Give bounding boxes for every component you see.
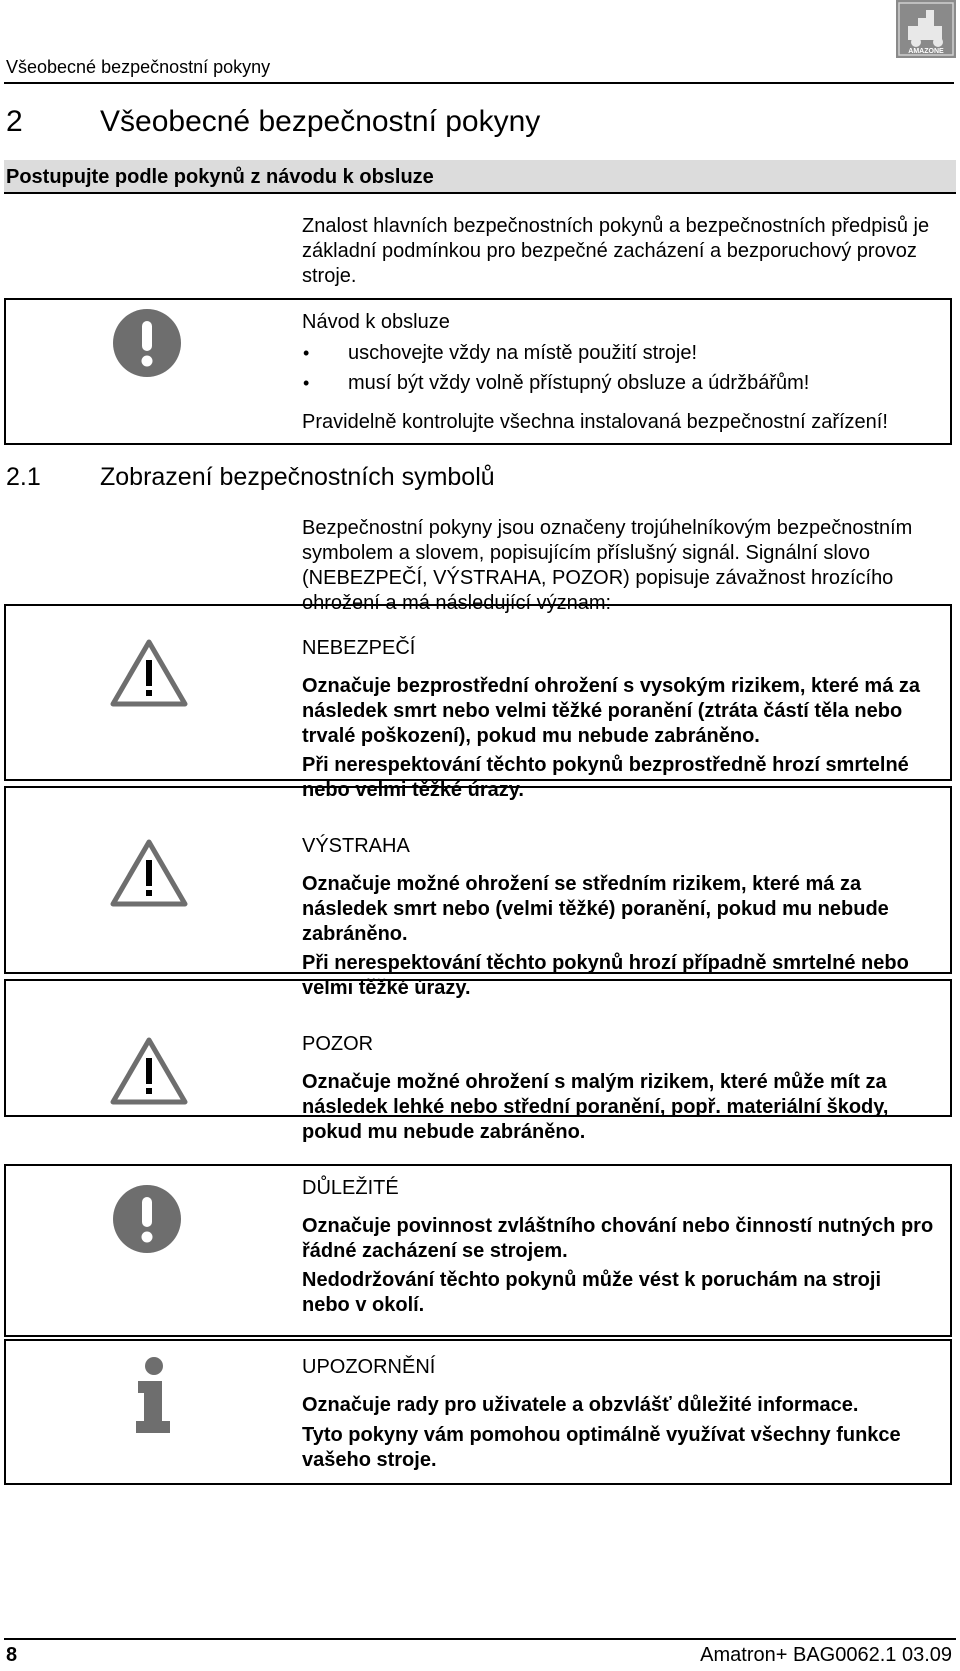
list-item: • uschovejte vždy na místě použití stroje!	[302, 341, 809, 371]
signal-word: NEBEZPEČÍ	[302, 637, 416, 659]
section-number: 2.1	[6, 463, 41, 491]
manual-notice-title: Návod k obsluze	[302, 311, 450, 333]
subheading: Postupujte podle pokynů z návodu k obsluze	[6, 166, 434, 188]
signal-consequence: Při nerespektování těchto pokynů bezprostředně hrozí smrtelné nebo velmi těžké úrazy.	[302, 754, 909, 801]
header-rule	[4, 82, 954, 84]
signal-consequence: Nedodržování těchto pokynů může vést k poruchám na stroji nebo v okolí.	[302, 1269, 881, 1316]
exclamation-circle-icon	[112, 1184, 182, 1259]
section-intro-paragraph: Bezpečnostní pokyny jsou označeny trojúhelníkovým bezpečnostním symbolem a slovem, popisujícím příslušný signál. Signální slovo (NEBEZPEČÍ, VÝSTRAHA, POZOR) popisuje závažnost hrozícího ohrožení a má následující význam:	[302, 517, 913, 614]
logo-wordmark: AMAZONE	[908, 48, 944, 55]
intro-paragraph: Znalost hlavních bezpečnostních pokynů a bezpečnostních předpisů je základní podmínkou pro bezpečné zacházení a bezporuchový provoz stroje.	[302, 215, 930, 287]
signal-consequence: Při nerespektování těchto pokynů hrozí případně smrtelné nebo velmi těžké úrazy.	[302, 952, 909, 999]
signal-word: VÝSTRAHA	[302, 835, 410, 857]
document-id: Amatron+ BAG0062.1 03.09	[700, 1644, 952, 1666]
section-heading	[6, 463, 495, 492]
subheading-rule	[4, 192, 956, 194]
warning-triangle-icon	[110, 838, 188, 913]
signal-consequence: Tyto pokyny vám pomohou optimálně využívat všechny funkce vašeho stroje.	[302, 1424, 901, 1471]
warning-triangle-icon	[110, 1036, 188, 1111]
signal-word: DŮLEŽITÉ	[302, 1177, 399, 1199]
page-number: 8	[6, 1644, 18, 1666]
signal-description: Označuje možné ohrožení se středním rizikem, které má za následek smrt nebo (velmi těžké) poranění, pokud mu nebude zabráněno.	[302, 873, 889, 945]
chapter-heading	[6, 105, 540, 139]
info-icon	[132, 1357, 176, 1438]
chapter-title: Všeobecné bezpečnostní pokyny	[100, 105, 541, 138]
list-item: • musí být vždy volně přístupný obsluze a údržbářům!	[302, 371, 809, 401]
manual-notice-check: Pravidelně kontrolujte všechna instalovaná bezpečnostní zařízení!	[302, 411, 888, 433]
signal-word: UPOZORNĚNÍ	[302, 1356, 436, 1378]
section-title: Zobrazení bezpečnostních symbolů	[100, 463, 495, 491]
signal-description: Označuje rady pro uživatele a obzvlášť důležité informace.	[302, 1394, 859, 1416]
signal-description: Označuje povinnost zvláštního chování nebo činností nutných pro řádné zacházení se strojem.	[302, 1215, 934, 1262]
running-header-title: Všeobecné bezpečnostní pokyny	[6, 57, 271, 77]
footer-rule	[4, 1638, 956, 1640]
warning-triangle-icon	[110, 638, 188, 713]
amazone-logo	[896, 0, 956, 58]
signal-description: Označuje možné ohrožení s malým rizikem, které může mít za následek lehké nebo střední poranění, popř. materiální škody, pokud mu nebude zabráněno.	[302, 1071, 889, 1143]
signal-word: POZOR	[302, 1033, 374, 1055]
chapter-number: 2	[6, 105, 23, 138]
exclamation-circle-icon	[112, 308, 182, 383]
signal-description: Označuje bezprostřední ohrožení s vysokým rizikem, které má za následek smrt nebo velmi těžké poranění (ztráta částí těla nebo trvalé poškození), pokud mu nebude zabráněno.	[302, 675, 920, 747]
manual-notice-list	[302, 341, 809, 401]
